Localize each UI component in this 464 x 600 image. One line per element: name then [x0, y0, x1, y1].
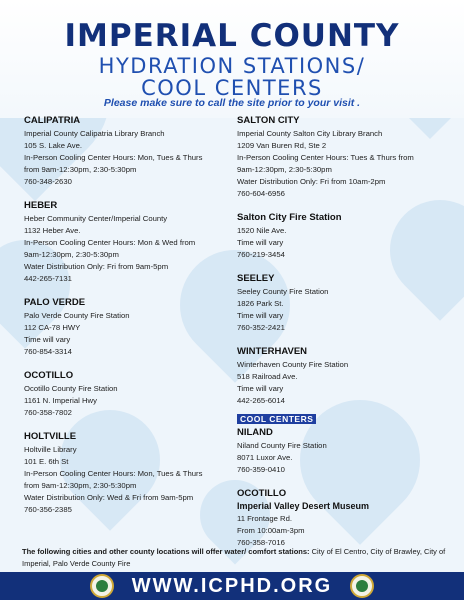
site-palo-verde	[24, 297, 224, 358]
site-detail: 1209 Van Buren Rd, Ste 2	[237, 141, 327, 150]
site-detail: 1161 N. Imperial Hwy	[24, 396, 97, 405]
site-salton-city-fire-station	[237, 212, 457, 261]
footer-note-rest: City of El Centro, City of Brawley, City of Imperial, Palo Verde County Fire	[22, 547, 446, 568]
site-detail: 105 S. Lake Ave.	[24, 141, 82, 150]
site-ocotillo	[24, 370, 224, 419]
site-detail: Time will vary	[237, 238, 284, 247]
site-detail: In-Person Cooling Center Hours: Mon & Wed from	[24, 238, 196, 247]
site-detail: 1132 Heber Ave.	[24, 226, 81, 235]
site-heber	[24, 200, 224, 285]
footer-bar	[0, 572, 464, 600]
call-ahead-notice: Please make sure to call the site prior to your visit .	[103, 97, 361, 109]
site-detail: Water Distribution Only: Fri from 9am-5pm	[24, 262, 169, 271]
site-phone: 760-358-7802	[24, 408, 72, 417]
site-detail: In-Person Cooling Center Hours: Tues & Thurs from	[237, 153, 414, 162]
site-detail: 1520 Nile Ave.	[237, 226, 287, 235]
site-detail: 11 Frontage Rd.	[237, 514, 292, 523]
site-phone: 760-358-7016	[237, 538, 285, 547]
site-detail: 101 E. 6th St	[24, 457, 69, 466]
site-phone: 442-265-6014	[237, 396, 285, 405]
site-detail: Time will vary	[24, 335, 71, 344]
site-detail: Time will vary	[237, 311, 284, 320]
site-phone: 442-265-7131	[24, 274, 72, 283]
site-title: OCOTILLO	[24, 370, 74, 381]
footer-note-bold: The following cities and other county locations will offer water/ comfort stations:	[22, 547, 310, 556]
site-detail: 9am-12:30pm, 2:30-5:30pm	[24, 250, 119, 259]
site-detail: From 10:00am-3pm	[237, 526, 305, 535]
site-detail: Palo Verde County Fire Station	[24, 311, 130, 320]
site-detail: 1826 Park St.	[237, 299, 284, 308]
page-subtitle-line1: HYDRATION STATIONS/	[98, 54, 366, 78]
site-calipatria	[24, 115, 224, 188]
site-detail: Water Distribution Only: Fri from 10am-2pm	[237, 177, 386, 186]
cool-centers-badge: COOL CENTERS	[237, 414, 316, 424]
site-detail: Niland County Fire Station	[237, 441, 327, 450]
site-title: HEBER	[24, 200, 58, 211]
left-column	[24, 115, 224, 528]
site-detail: 518 Railroad Ave.	[237, 372, 298, 381]
website-link[interactable]: WWW.ICPHD.ORG	[131, 575, 333, 597]
site-detail: 9am-12:30pm, 2:30-5:30pm	[237, 165, 332, 174]
site-detail: Imperial County Salton City Library Branch	[237, 129, 383, 138]
site-detail: In-Person Cooling Center Hours: Mon, Tues & Thurs	[24, 469, 203, 478]
site-detail: Ocotillo County Fire Station	[24, 384, 118, 393]
site-salton-city	[237, 115, 457, 200]
site-seeley	[237, 273, 457, 334]
right-column	[237, 115, 457, 561]
site-detail: Winterhaven County Fire Station	[237, 360, 349, 369]
site-phone: 760-359-0410	[237, 465, 285, 474]
site-title: OCOTILLO	[237, 488, 287, 499]
site-phone: 760-352-2421	[237, 323, 285, 332]
site-title: WINTERHAVEN	[237, 346, 308, 357]
site-detail: Imperial County Calipatria Library Branch	[24, 129, 165, 138]
public-health-seal-icon	[350, 574, 374, 598]
site-detail: 112 CA-78 HWY	[24, 323, 81, 332]
site-title: NILAND	[237, 427, 273, 438]
site-title: PALO VERDE	[24, 297, 86, 308]
site-title: Salton City Fire Station	[237, 212, 342, 223]
site-detail: Water Distribution Only: Wed & Fri from 9am-5pm	[24, 493, 194, 502]
site-title: HOLTVILLE	[24, 431, 77, 442]
site-subtitle: Imperial Valley Desert Museum	[237, 501, 370, 511]
site-title: SALTON CITY	[237, 115, 300, 126]
site-ocotillo-museum	[237, 488, 457, 549]
site-phone: 760-219-3454	[237, 250, 285, 259]
site-detail: 8071 Luxor Ave.	[237, 453, 293, 462]
site-holtville	[24, 431, 224, 516]
site-detail: In-Person Cooling Center Hours: Mon, Tues & Thurs	[24, 153, 203, 162]
site-detail: from 9am-12:30pm, 2:30-5:30pm	[24, 165, 137, 174]
site-detail: Holtville Library	[24, 445, 77, 454]
site-phone: 760-604-6956	[237, 189, 285, 198]
site-detail: Heber Community Center/Imperial County	[24, 214, 168, 223]
site-title: CALIPATRIA	[24, 115, 81, 126]
site-niland	[237, 427, 457, 476]
site-winterhaven	[237, 346, 457, 407]
page-subtitle-line2: COOL CENTERS	[141, 76, 323, 100]
site-phone: 760-348-2630	[24, 177, 72, 186]
site-detail: from 9am-12:30pm, 2:30-5:30pm	[24, 481, 137, 490]
site-detail: Seeley County Fire Station	[237, 287, 329, 296]
site-title: SEELEY	[237, 273, 275, 284]
site-phone: 760-356-2385	[24, 505, 72, 514]
header	[0, 0, 464, 118]
site-phone: 760-854-3314	[24, 347, 72, 356]
page-title: IMPERIAL COUNTY	[64, 18, 400, 54]
footer-note	[22, 546, 452, 570]
site-detail: Time will vary	[237, 384, 284, 393]
